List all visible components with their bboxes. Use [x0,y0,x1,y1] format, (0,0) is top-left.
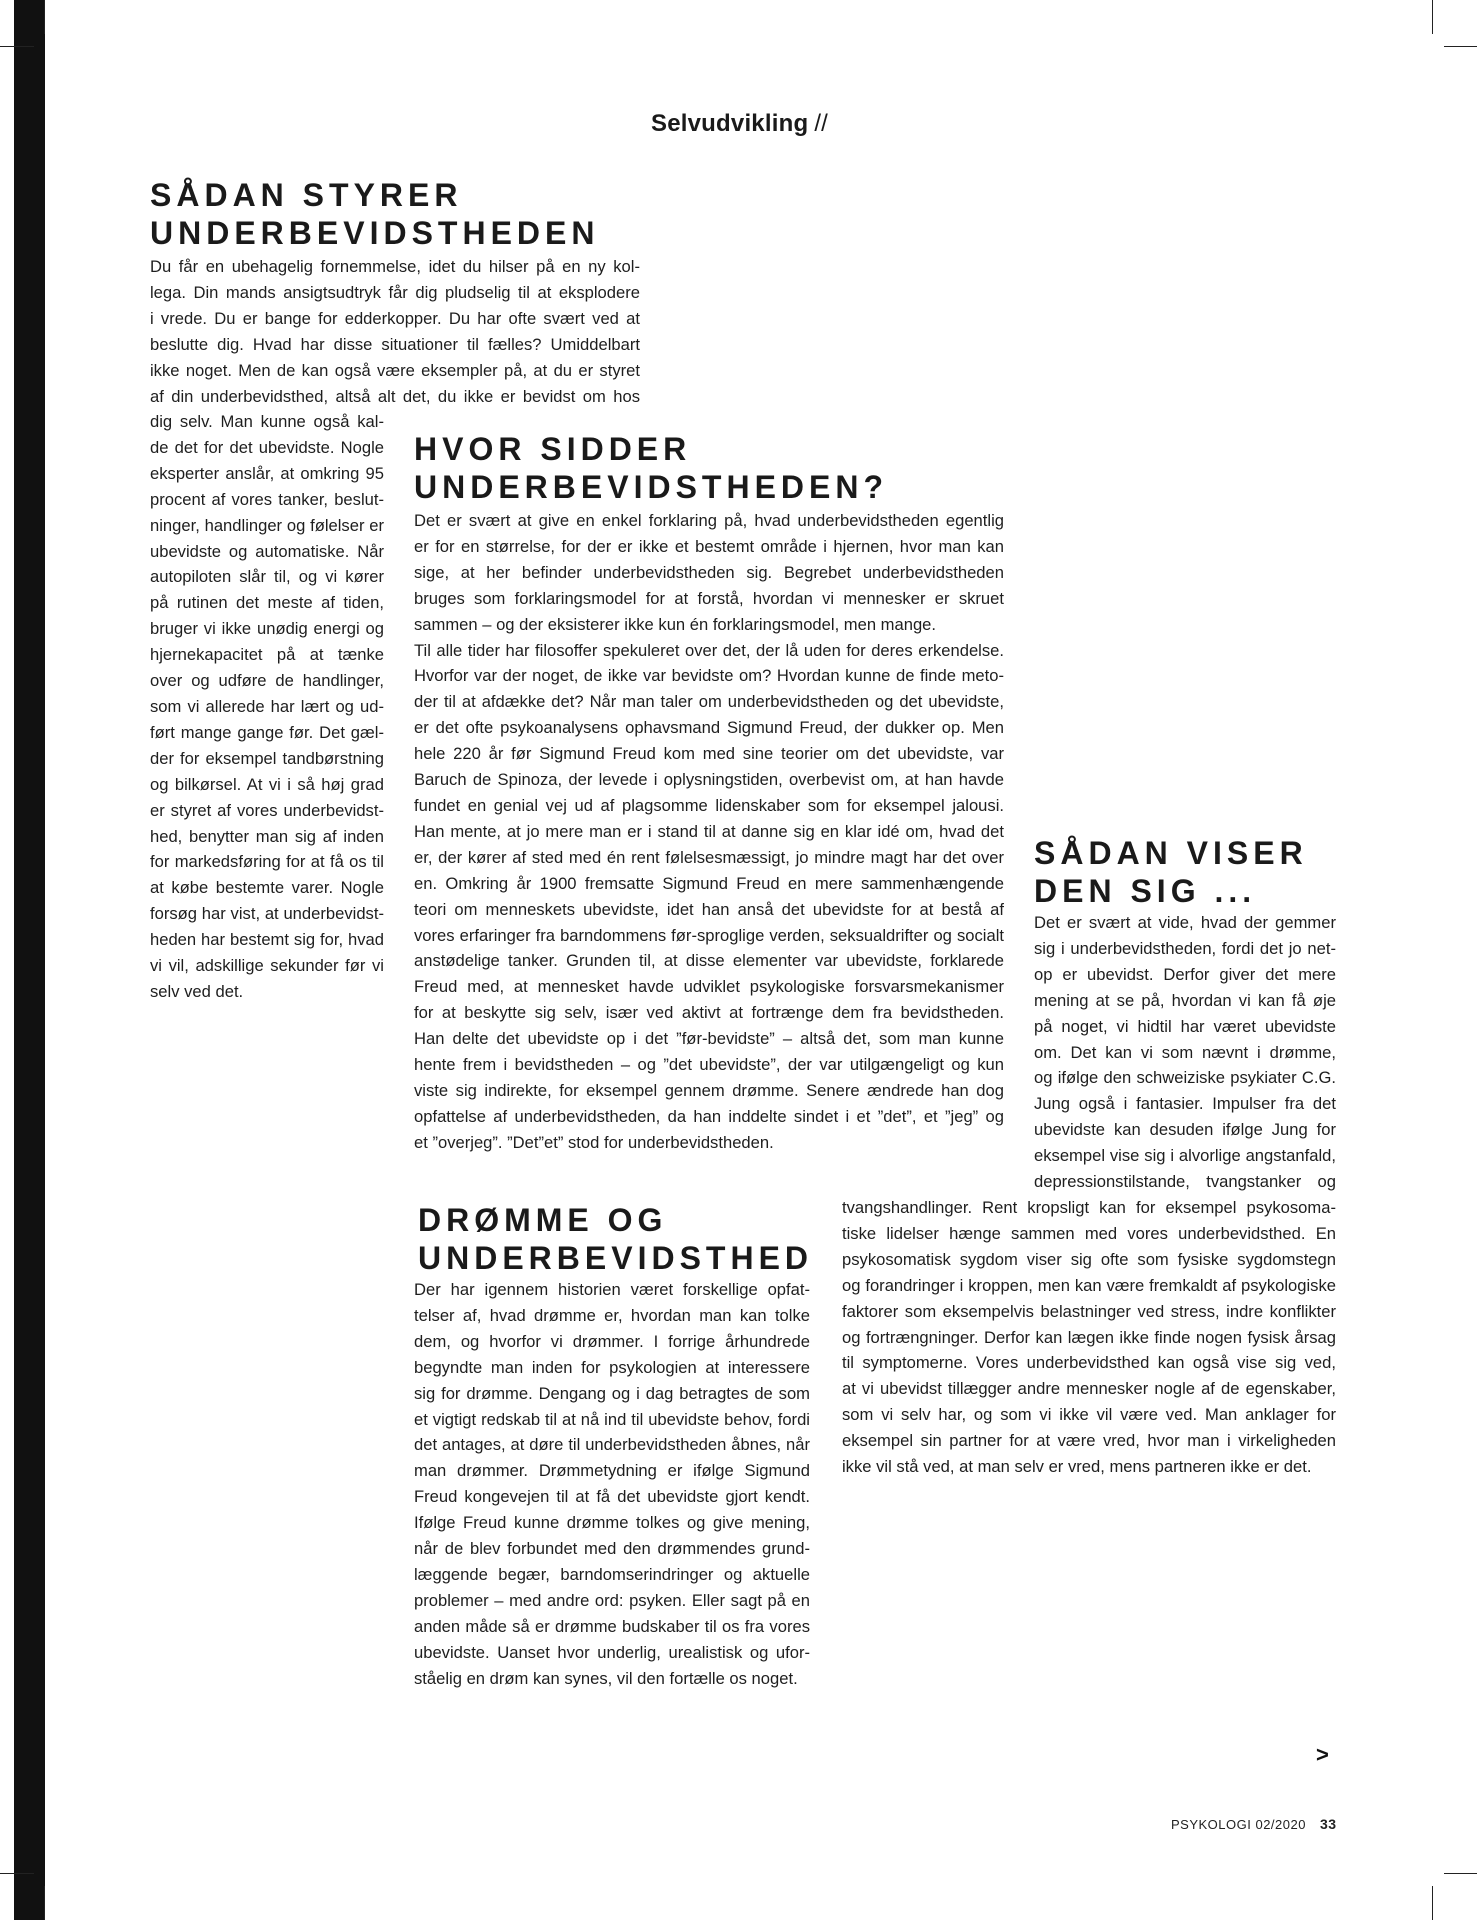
text-line: at købe bestemte varer. Nogle [150,878,384,898]
text-line: selv ved det. [150,981,244,1001]
shows-heading: SÅDAN VISER DEN SIG ... [1034,835,1308,909]
text-line: psykosomatisk sygdom viser sig ofte som fysiske sygdomstegn [842,1249,1336,1269]
magazine-issue: PSYKOLOGI 02/2020 [1171,1817,1306,1832]
shows-body [842,1195,1336,1480]
text-line: for markedsføring for at få os til [150,852,384,872]
crop-mark [44,0,45,34]
text-line: når de blev forbundet med den drømmendes grund- [414,1539,810,1559]
dreams-heading: DRØMME OG UNDERBEVIDSTHED [418,1202,814,1276]
text-line: er for en størrelse, for der er ikke et bestemt område i hjernen, hvor man kan [414,536,1004,556]
text-line: opfattelse af underbevidstheden, da han inddelte sindet i et ”det”, et ”jeg” og [414,1106,1004,1126]
text-line: eksperter anslår, at omkring 95 [150,463,384,483]
text-line: Freud kongevejen til at få det ubevidste gjort kendt. [414,1487,810,1507]
next-page-arrow-icon: > [1316,1742,1329,1767]
text-line: eksempel sin partner for at være vred, hvor man i virkeligheden [842,1431,1336,1451]
text-line: ikke noget. Men de kan også være eksempler på, at du er styret [150,360,640,380]
text-line: hjernekapacitet på at tænke [150,645,384,665]
text-line: telser af, hvad drømme er, hvordan man kan tolke [414,1305,810,1325]
crop-mark [1432,0,1433,34]
text-line: tiske lidelser hænge sammen med vores underbevidsthed. En [842,1223,1336,1243]
text-line: Ifølge Freud kunne drømme tolkes og give mening, [414,1513,810,1533]
text-line: hed, benytter man sig af inden [150,826,384,846]
text-line: fundet en genial vej ud af plagsomme lidenskaber som for eksempel jalousi. [414,795,1004,815]
text-line: mening at se på, hvordan vi kan få øje [1034,990,1336,1010]
text-line: er styret af vores underbevidst- [150,800,384,820]
text-line: et ”overjeg”. ”Det”et” stod for underbevidstheden. [414,1132,774,1152]
text-line: vores erfaringer fra barndommens før-sproglige verden, seksualdrifter og socialt [414,925,1004,945]
text-line: tvangshandlinger. Rent kropsligt kan for eksempel psykosoma- [842,1198,1336,1217]
text-line: Freud med, at mennesket havde udviklet psykologiske forsvarsmekanismer [414,977,1004,997]
text-line: Det er svært at give en enkel forklaring på, hvad underbevidstheden egentlig [414,511,1004,530]
text-line: Det er svært at vide, hvad der gemmer [1034,913,1336,932]
text-line: Hvorfor var der noget, de ikke var bevidste om? Hvordan kunne de finde meto- [414,666,1004,686]
text-line: et vigtigt redskab til at nå ind til ubevidste behov, fordi [414,1409,810,1429]
text-line: Du får en ubehagelig fornemmelse, idet du hilser på en ny kol- [150,257,640,276]
text-line: teori om menneskets ubevidste, idet han anså det ubevidste for at bestå af [414,899,1004,919]
text-line: forsøg har vist, at underbevidst- [150,904,384,924]
text-line: til symptomerne. Vores underbevidsthed kan også vise sig ved, [842,1353,1336,1373]
text-line: og ifølge den schweiziske psykiater C.G. [1034,1068,1336,1088]
crop-mark [0,46,34,47]
text-line: faktorer som eksempelvis belastninger ved stress, indre konflikter [842,1301,1336,1321]
text-line: og bilkørsel. At vi i så høj grad [150,774,384,794]
text-line: er det ofte psykoanalysens ophavsmand Sigmund Freud, der dukker op. Men [414,718,1004,738]
text-line: problemer – med andre ord: psyken. Eller sagt på en [414,1590,810,1610]
text-line: autopiloten slår til, og vi kører [150,567,384,587]
text-line: for at beskytte sig selv, især ved aktivt at fortrænge dem fra bevidstheden. [414,1003,1004,1023]
page-spine-bar [14,0,45,1920]
text-line: af din underbevidsthed, altså alt det, du ikke er bevidst om hos [150,386,640,406]
text-line: på noget, vi hidtil har været ubevidste [1034,1016,1336,1036]
text-line: heden har bestemt sig for, hvad [150,930,384,950]
text-line: procent af vores tanker, beslut- [150,489,384,509]
text-line: depressionstilstande, tvangstanker og [1034,1172,1336,1192]
text-line: hente frem i bevidstheden – og ”det ubevidste”, der var utilgængeligt og kun [414,1055,1004,1075]
text-line: sammen – og der eksisterer ikke kun én forklaringsmodel, men mange. [414,614,937,634]
page-footer [1171,1816,1337,1832]
text-line: anden måde så er drømme budskaber til os fra vores [414,1616,810,1636]
text-line: det antages, at døre til underbevidstheden åbnes, når [414,1435,810,1455]
crop-mark [0,1873,34,1874]
crop-mark [1444,1873,1477,1874]
text-line: ført mange gange før. Det gæl- [150,722,384,742]
crop-mark [1444,46,1477,47]
text-line: beslutte dig. Hvad har disse situationer til fælles? Umiddelbart [150,334,640,354]
text-line: en. Omkring år 1900 fremsatte Sigmund Freud en mere sammenhængende [414,873,1004,893]
text-line: man drømmer. Drømmetydning er ifølge Sigmund [414,1461,810,1481]
text-line: som vi allerede har lært og ud- [150,696,384,716]
text-line: sig for drømme. Dengang og i dag betragtes de som [414,1383,810,1403]
text-line: Der har igennem historien været forskellige opfat- [414,1280,810,1299]
text-line: bruges som forklaringsmodel for at forstå, hvordan vi mennesker er skruet [414,588,1004,608]
text-line: læggende begær, barndomserindringer og aktuelle [414,1564,810,1584]
text-line: hele 220 år før Sigmund Freud kom med sine teorier om det ubevidste, var [414,744,1004,764]
text-line: om. Det kan vi som nævnt i drømme, [1034,1042,1336,1062]
text-line: Han mente, at jo mere man er i stand til at danne sig en klar idé om, hvad det [414,821,1004,841]
text-line: ninger, handlinger og følelser er [150,515,384,535]
where-body [414,508,1004,1156]
text-line: ståelig en drøm kan synes, vil den fortælle os noget. [414,1668,798,1688]
crop-mark [44,1886,45,1920]
text-line: er, der kører af sted med én rent følelsesmæssigt, jo mindre magt har det over [414,847,1004,867]
text-line: dem, og hvorfor vi drømmer. I forrige århundrede [414,1331,810,1351]
text-line: i vrede. Du er bange for edderkopper. Du har ofte svært ved at [150,308,640,328]
text-line: over og udføre de handlinger, [150,671,384,691]
section-mark: // [814,110,829,137]
text-line: begyndte man inden for psykologien at interessere [414,1357,810,1377]
text-line: lega. Din mands ansigtsudtryk får dig pludselig til at eksplodere [150,282,640,302]
text-line: Til alle tider har filosoffer spekuleret over det, der lå uden for deres erkendelse. [414,640,1004,660]
text-line: der for eksempel tandbørstning [150,748,384,768]
text-line: bruger vi ikke unødig energi og [150,619,384,639]
text-line: Han delte det ubevidste op i det ”før-bevidste” – altså det, som man kunne [414,1029,1004,1049]
text-line: eksempel vise sig i alvorlige angstanfald, [1034,1146,1336,1166]
section-header [651,110,828,138]
text-line: på rutinen det meste af tiden, [150,593,384,613]
text-line: Jung også i fantasier. Impulser fra det [1034,1094,1336,1114]
section-name: Selvudvikling [651,110,809,137]
text-line: anstødelige tanker. Grunden til, at disse elementer var ubevidste, forklarede [414,951,1004,971]
text-line: viste sig indirekte, for eksempel gennem drømme. Senere ændrede han dog [414,1080,1004,1100]
text-line: sig i underbevidstheden, fordi det jo net- [1034,938,1336,958]
text-line: som vi selv har, og som vi ikke vil være ved. Man anklager for [842,1405,1336,1425]
text-line: og forandringer i kroppen, men kan være fremkaldt af psykologiske [842,1275,1336,1295]
text-line: Baruch de Spinoza, der levede i oplysningstiden, overbevist om, at han havde [414,770,1004,790]
crop-mark [1432,1886,1433,1920]
text-line: ubevidste. Uanset hvor underlig, urealistisk og ufor- [414,1642,810,1662]
text-line: sige, at her befinder underbevidstheden sig. Begrebet underbevidstheden [414,562,1004,582]
text-line: der til at afdække det? Når man taler om underbevidstheden og det ubevidste, [414,692,1004,712]
text-line: at vi ubevidst tillægger andre mennesker nogle af de egenskaber, [842,1379,1336,1399]
page-number: 33 [1319,1816,1337,1832]
where-heading: HVOR SIDDER UNDERBEVIDSTHEDEN? [414,431,889,505]
intro-body [150,254,640,409]
text-line: op er ubevidst. Derfor giver det mere [1034,964,1336,984]
text-line: ubevidste kan desuden ifølge Jung for [1034,1120,1336,1140]
text-line: de det for det ubevidste. Nogle [150,437,384,457]
dreams-body [414,1277,810,1692]
intro-body-column [150,409,384,1005]
text-line: ubevidste og automatiske. Når [150,541,384,561]
shows-body-column [1034,910,1336,1195]
text-line: vi vil, adskillige sekunder før vi [150,956,384,976]
text-line: og fortrængninger. Derfor kan lægen ikke finde nogen fysisk årsag [842,1327,1336,1347]
intro-heading: SÅDAN STYRER UNDERBEVIDSTHEDEN [150,177,600,251]
text-line: ikke vil stå ved, at man selv er vred, mens partneren ikke er det. [842,1457,1312,1477]
text-line: dig selv. Man kunne også kal- [150,412,384,431]
